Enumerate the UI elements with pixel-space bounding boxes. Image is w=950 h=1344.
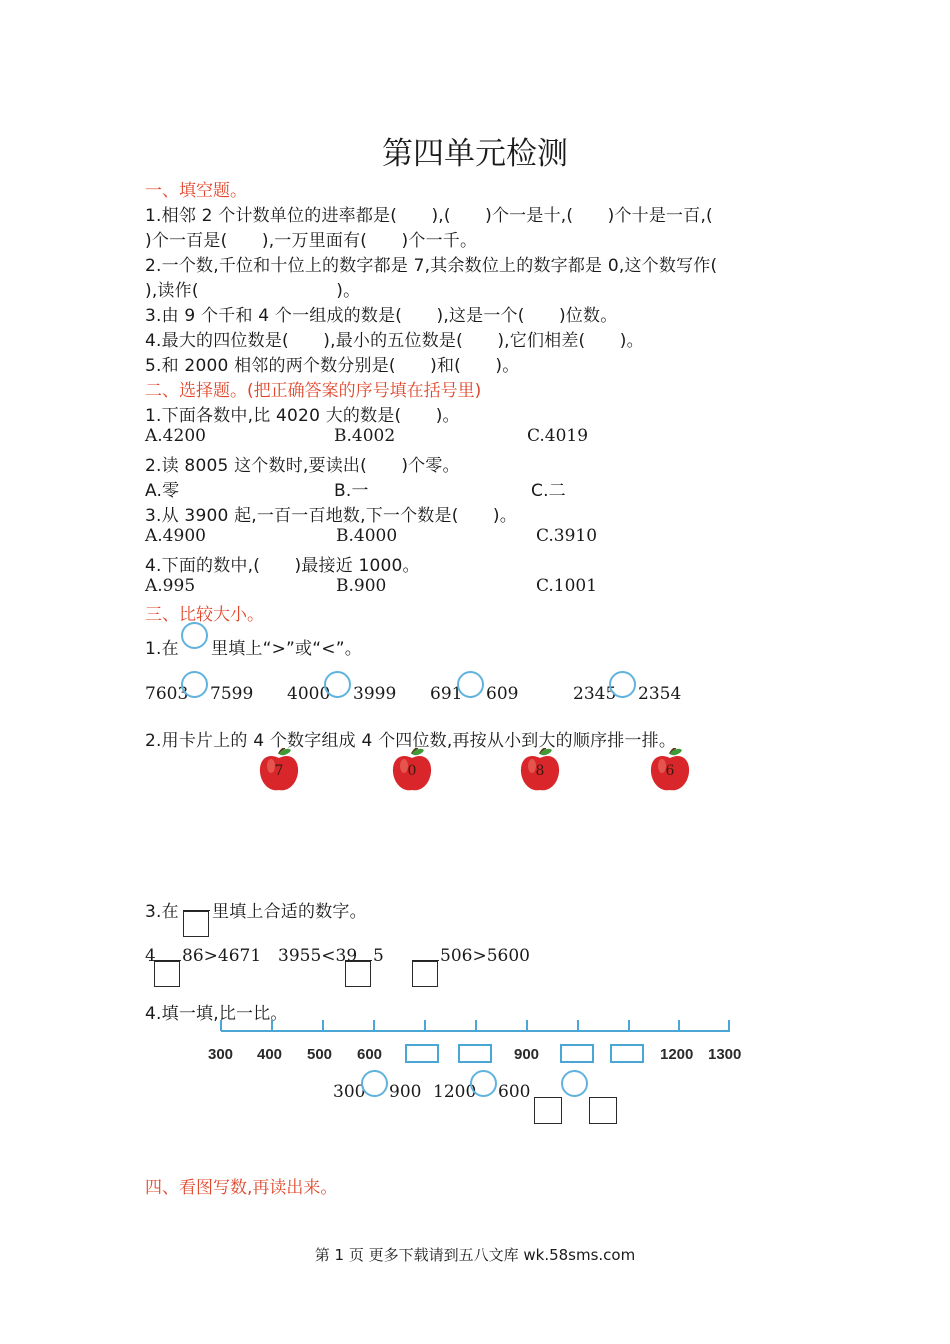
compare-left-value: 2345 [573, 684, 617, 704]
question-1-5: 5.和 2000 相邻的两个数分别是( )和( )。 [145, 356, 520, 376]
number-line-answer-box[interactable] [405, 1044, 439, 1063]
question-1-4: 4.最大的四位数是( ),最小的五位数是( ),它们相差( )。 [145, 331, 644, 351]
digit-box[interactable] [154, 961, 180, 987]
question-3-3-prefix: 3.在 [145, 902, 179, 922]
compare-circle[interactable] [181, 671, 208, 698]
tick-label: 900 [514, 1046, 540, 1063]
section-heading-fill-blank: 一、填空题。 [145, 181, 247, 201]
compare-right-value: 3999 [353, 684, 397, 704]
option-b: B.一 [334, 481, 369, 501]
option-c: C.3910 [536, 526, 598, 546]
question-1-2-line-2: ),读作( )。 [145, 281, 361, 301]
page-footer: 第 1 页 更多下载请到五八文库 wk.58sms.com [314, 1246, 636, 1264]
compare-circle[interactable] [457, 671, 484, 698]
compare-circle[interactable] [561, 1070, 588, 1097]
tick-label: 300 [208, 1046, 234, 1063]
page-title: 第四单元检测 [382, 136, 568, 172]
number-line [210, 1015, 735, 1035]
apple-card [259, 748, 299, 792]
apple-card [650, 748, 690, 792]
fill-digit-expr-2-start: 3955<39 [278, 946, 358, 966]
digit-box[interactable] [345, 961, 371, 987]
question-2-2: 2.读 8005 这个数时,要读出( )个零。 [145, 456, 460, 476]
option-b: B.4002 [334, 426, 396, 446]
number-line-answer-box[interactable] [458, 1044, 492, 1063]
compare-right-value: 609 [486, 684, 519, 704]
compare-circle[interactable] [324, 671, 351, 698]
fill-digit-expr-1-end: 86>4671 [182, 946, 262, 966]
compare-left-value: 4000 [287, 684, 331, 704]
section-heading-choice: 二、选择题。(把正确答案的序号填在括号里) [145, 381, 482, 401]
apple-digit: 6 [665, 763, 675, 779]
compare-circle[interactable] [609, 671, 636, 698]
compare-circle[interactable] [470, 1070, 497, 1097]
fill-digit-expr-3: 506>5600 [440, 946, 530, 966]
section-heading-compare: 三、比较大小。 [145, 605, 264, 625]
compare-left-value: 300 [333, 1082, 366, 1102]
tick-label: 500 [307, 1046, 333, 1063]
option-a: A.零 [145, 481, 180, 501]
option-b: B.900 [336, 576, 387, 596]
tick-label: 1300 [708, 1046, 742, 1063]
option-a: A.4200 [145, 426, 206, 446]
fill-digit-expr-2-end: 5 [373, 946, 384, 966]
fill-digit-expr-1-start: 4 [145, 946, 156, 966]
compare-right-value: 600 [498, 1082, 531, 1102]
answer-box[interactable] [534, 1097, 562, 1124]
question-1-2-line-1: 2.一个数,千位和十位上的数字都是 7,其余数位上的数字都是 0,这个数写作( [145, 256, 718, 276]
question-1-3: 3.由 9 个千和 4 个一组成的数是( ),这是一个( )位数。 [145, 306, 618, 326]
digit-box-icon [183, 911, 209, 937]
question-3-4: 4.填一填,比一比。 [145, 1004, 288, 1024]
compare-circle-icon [181, 622, 208, 649]
tick-label: 1200 [660, 1046, 694, 1063]
compare-right-value: 2354 [638, 684, 682, 704]
option-a: A.4900 [145, 526, 206, 546]
compare-left-value: 7603 [145, 684, 189, 704]
number-line-answer-box[interactable] [610, 1044, 644, 1063]
compare-right-value: 900 [389, 1082, 422, 1102]
apple-digit: 7 [274, 763, 284, 779]
question-2-4: 4.下面的数中,( )最接近 1000。 [145, 556, 420, 576]
compare-left-value: 1200 [433, 1082, 477, 1102]
tick-label: 400 [257, 1046, 283, 1063]
question-2-3: 3.从 3900 起,一百一百地数,下一个数是( )。 [145, 506, 517, 526]
tick-label: 600 [357, 1046, 383, 1063]
option-c: C.二 [531, 481, 566, 501]
section-heading-read-write: 四、看图写数,再读出来。 [145, 1178, 338, 1198]
question-1-1-line-1: 1.相邻 2 个计数单位的进率都是( ),( )个一是十,( )个十是一百,( [145, 206, 713, 226]
compare-right-value: 7599 [210, 684, 254, 704]
answer-box[interactable] [589, 1097, 617, 1124]
question-2-1: 1.下面各数中,比 4020 大的数是( )。 [145, 406, 460, 426]
option-b: B.4000 [336, 526, 398, 546]
option-a: A.995 [145, 576, 196, 596]
digit-box[interactable] [412, 961, 438, 987]
number-line-answer-box[interactable] [560, 1044, 594, 1063]
apple-digit: 0 [407, 763, 417, 779]
option-c: C.4019 [527, 426, 589, 446]
compare-left-value: 691 [430, 684, 463, 704]
question-3-3-suffix: 里填上合适的数字。 [212, 902, 367, 922]
compare-circle[interactable] [361, 1070, 388, 1097]
apple-card [392, 748, 432, 792]
question-3-1-prefix: 1.在 [145, 639, 179, 659]
apple-digit: 8 [535, 763, 545, 779]
apple-card [520, 748, 560, 792]
question-3-2: 2.用卡片上的 4 个数字组成 4 个四位数,再按从小到大的顺序排一排。 [145, 731, 677, 751]
question-1-1-line-2: )个一百是( ),一万里面有( )个一千。 [145, 231, 478, 251]
question-3-1-suffix: 里填上“>”或“<”。 [211, 639, 362, 659]
option-c: C.1001 [536, 576, 598, 596]
